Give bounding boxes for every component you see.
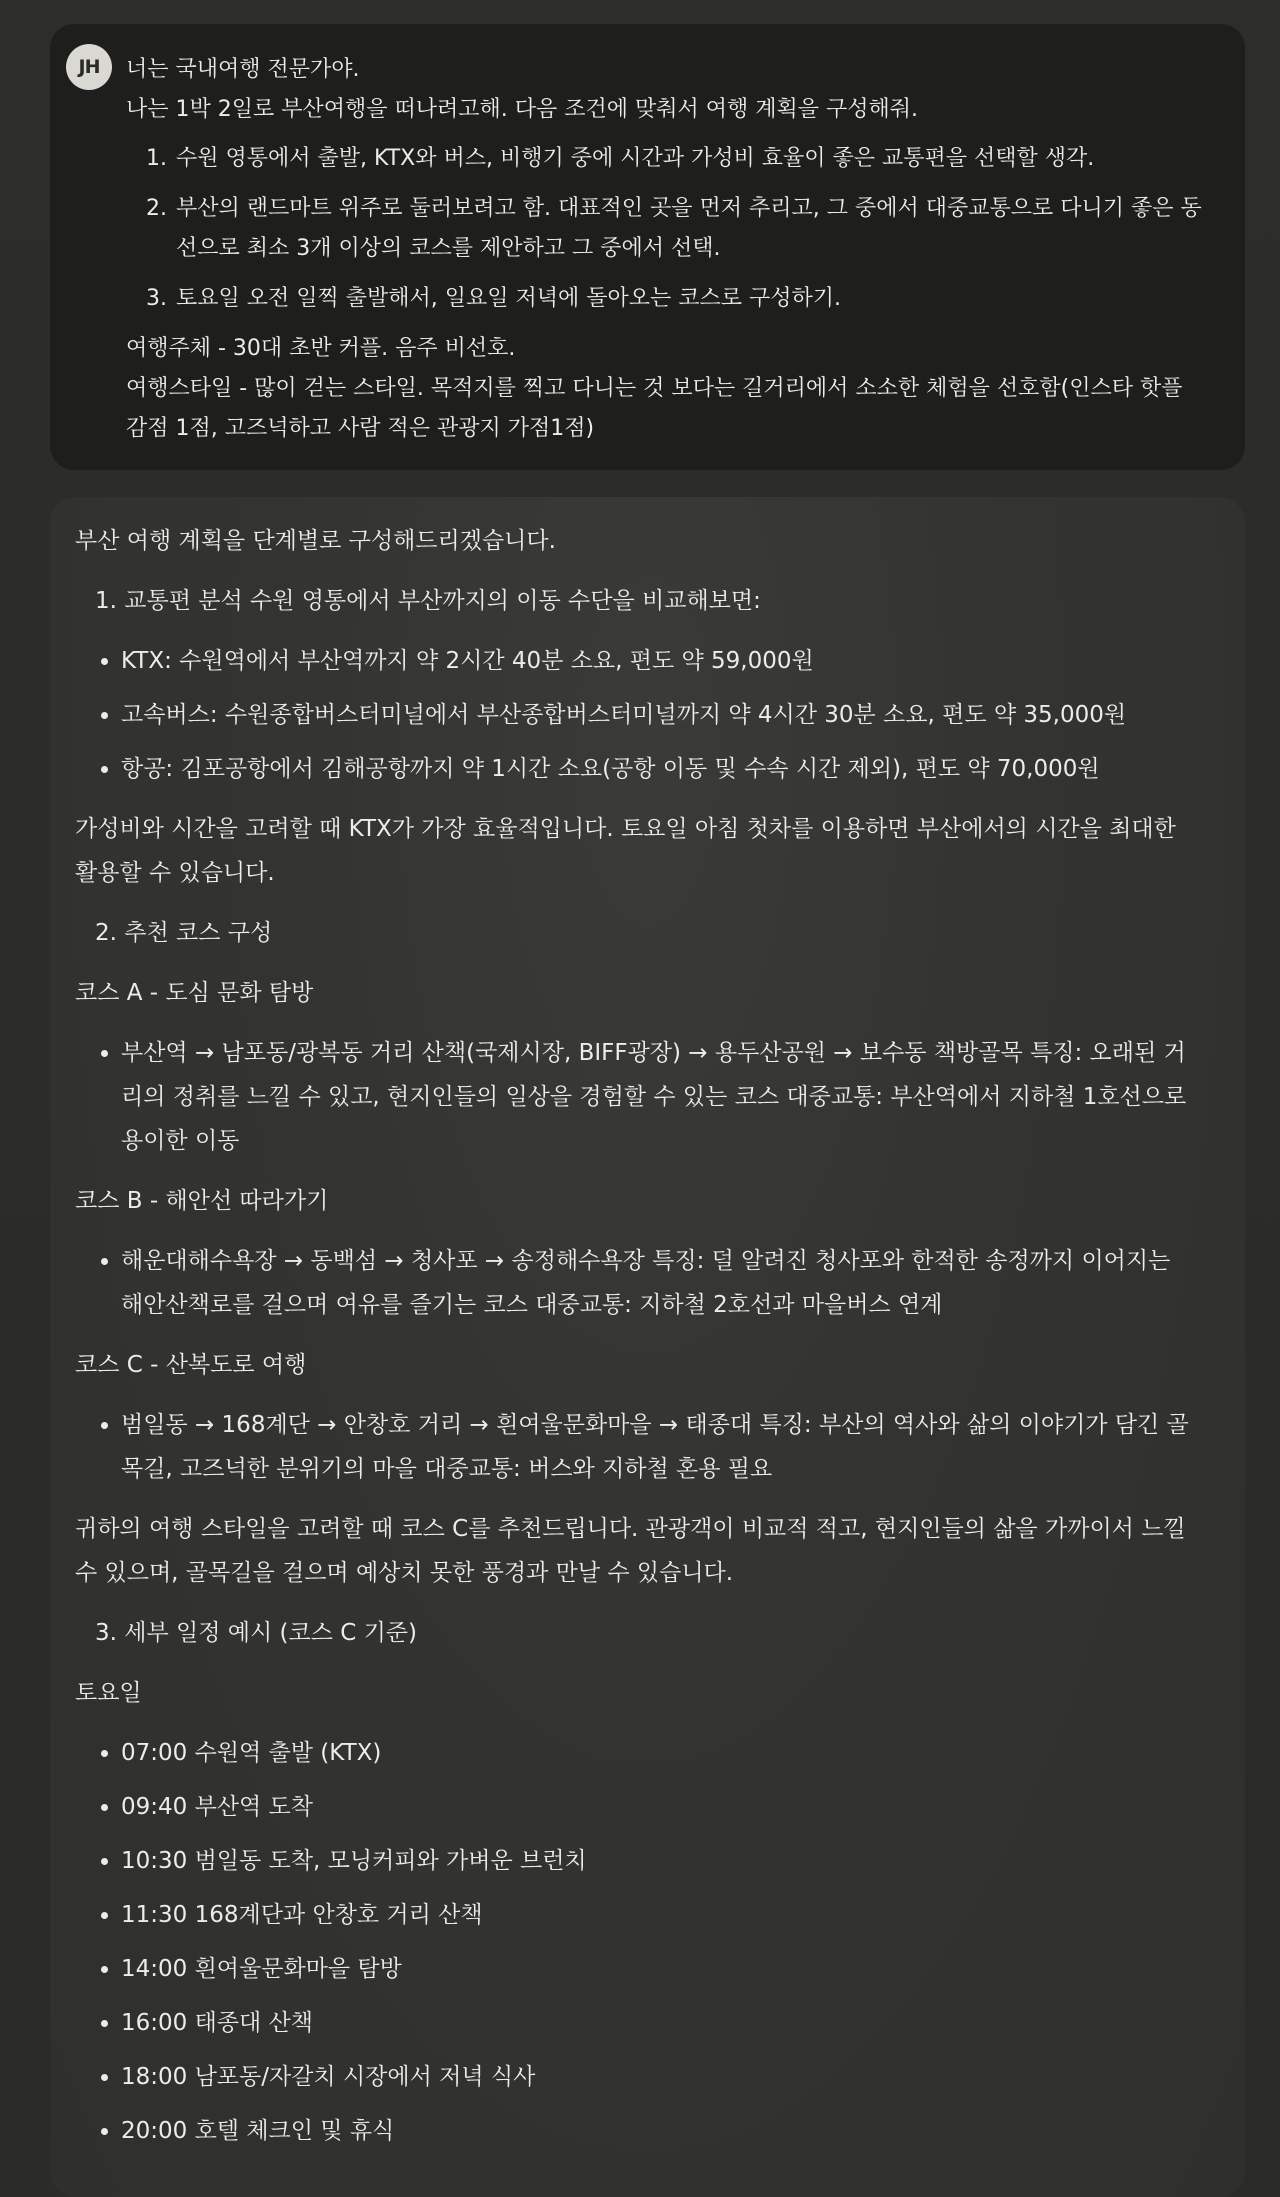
section-transport-heading: 1. 교통편 분석 수원 영통에서 부산까지의 이동 수단을 비교해보면: [95,588,761,614]
section-schedule-heading: 3. 세부 일정 예시 (코스 C 기준) [95,1620,417,1646]
day1-title: 토요일 [75,1680,142,1706]
user-request: 나는 1박 2일로 부산여행을 떠나려고해. 다음 조건에 맞춰서 여행 계획을 구성해줘. [126,97,918,122]
assistant-message [50,497,1245,2197]
user-condition-item: 3. 토요일 오전 일찍 출발해서, 일요일 저녁에 돌아오는 코스로 구성하기. [174,279,1205,319]
transport-list [75,639,1197,791]
schedule-item: 10:30 범일동 도착, 모닝커피와 가벼운 브런치 [121,1839,1197,1883]
transport-item-bus: 고속버스: 수원종합버스터미널에서 부산종합버스터미널까지 약 4시간 30분 소요, 편도 약 35,000원 [121,693,1197,737]
course-b-title: 코스 B - 해안선 따라가기 [75,1188,329,1214]
transport-item-ktx: KTX: 수원역에서 부산역까지 약 2시간 40분 소요, 편도 약 59,000원 [121,639,1197,683]
schedule-item: 18:00 남포동/자갈치 시장에서 저녁 식사 [121,2055,1197,2099]
course-a-title: 코스 A - 도심 문화 탐방 [75,980,314,1006]
day1-schedule-list [75,1731,1197,2153]
schedule-item: 11:30 168계단과 안창호 거리 산책 [121,1893,1197,1937]
course-a-detail: 부산역 → 남포동/광복동 거리 산책(국제시장, BIFF광장) → 용두산공원 → 보수동 책방골목 특징: 오래된 거리의 정취를 느낄 수 있고, 현지인들의 일상을 경험할 수 있는 코스 대중교통: 부산역에서 지하철 1호선으로 용이한 이동 [121,1031,1197,1163]
course-b-detail: 해운대해수욕장 → 동백섬 → 청사포 → 송정해수욕장 특징: 덜 알려진 청사포와 한적한 송정까지 이어지는 해안산책로를 걸으며 여유를 즐기는 코스 대중교통: 지하철 2호선과 마을버스 연계 [121,1239,1197,1327]
assistant-intro: 부산 여행 계획을 단계별로 구성해드리겠습니다. [75,528,556,554]
schedule-item: 20:00 호텔 체크인 및 휴식 [121,2109,1197,2153]
user-avatar[interactable]: JH [66,44,112,90]
course-a-list [75,1031,1197,1163]
user-style: 여행스타일 - 많이 걷는 스타일. 목적지를 찍고 다니는 것 보다는 길거리에서 소소한 체험을 선호함(인스타 핫플 감점 1점, 고즈넉하고 사람 적은 관광지 가점1점) [126,376,1183,441]
course-b-list [75,1239,1197,1327]
user-condition-item: 2. 부산의 랜드마트 위주로 둘러보려고 함. 대표적인 곳을 먼저 추리고, 그 중에서 대중교통으로 다니기 좋은 동선으로 최소 3개 이상의 코스를 제안하고 그 중에서 선택. [174,189,1205,269]
course-c-detail: 범일동 → 168계단 → 안창호 거리 → 흰여울문화마을 → 태종대 특징: 부산의 역사와 삶의 이야기가 담긴 골목길, 고즈넉한 분위기의 마을 대중교통: 버스와 지하철 혼용 필요 [121,1403,1197,1491]
schedule-item: 09:40 부산역 도착 [121,1785,1197,1829]
course-c-list [75,1403,1197,1491]
schedule-item: 14:00 흰여울문화마을 탐방 [121,1947,1197,1991]
transport-item-air: 항공: 김포공항에서 김해공항까지 약 1시간 소요(공항 이동 및 수속 시간 제외), 편도 약 70,000원 [121,747,1197,791]
user-condition-item: 1. 수원 영통에서 출발, KTX와 버스, 비행기 중에 시간과 가성비 효율이 좋은 교통편을 선택할 생각. [174,139,1205,179]
schedule-item: 07:00 수원역 출발 (KTX) [121,1731,1197,1775]
course-c-title: 코스 C - 산복도로 여행 [75,1352,307,1378]
user-conditions-list [126,139,1205,319]
recommendation: 귀하의 여행 스타일을 고려할 때 코스 C를 추천드립니다. 관광객이 비교적 적고, 현지인들의 삶을 가까이서 느낄 수 있으며, 골목길을 걸으며 예상치 못한 풍경과 만날 수 있습니다. [75,1516,1186,1586]
user-traveler: 여행주체 - 30대 초반 커플. 음주 비선호. [126,336,516,361]
user-message [50,24,1245,470]
transport-conclusion: 가성비와 시간을 고려할 때 KTX가 가장 효율적입니다. 토요일 아침 첫차를 이용하면 부산에서의 시간을 최대한 활용할 수 있습니다. [75,816,1176,886]
user-intro: 너는 국내여행 전문가야. [126,57,360,82]
schedule-item: 16:00 태종대 산책 [121,2001,1197,2045]
section-courses-heading: 2. 추천 코스 구성 [95,920,273,946]
